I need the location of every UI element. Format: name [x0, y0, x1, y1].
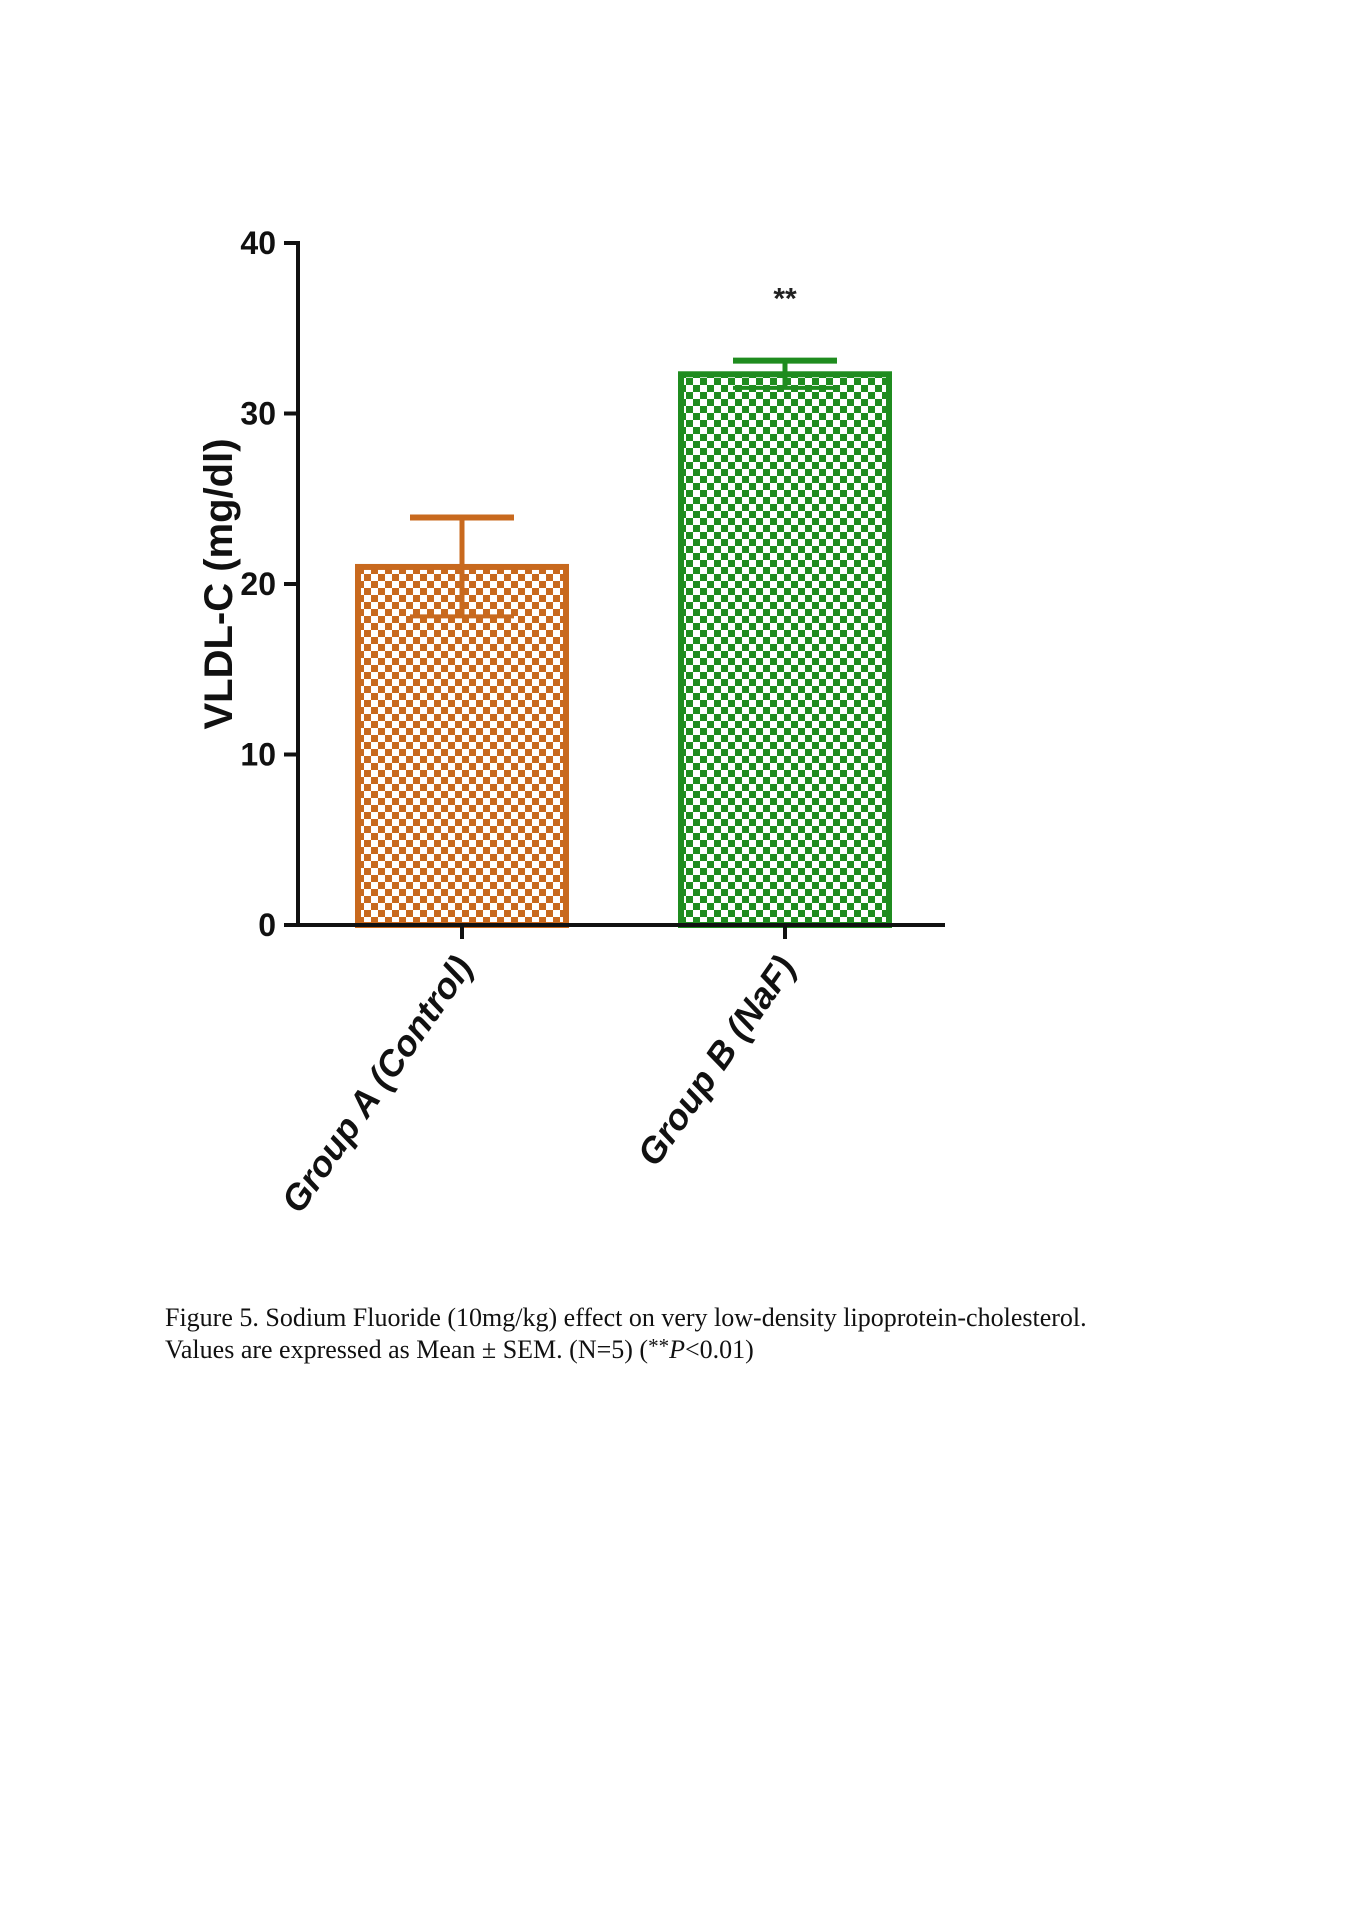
x-category-labels: [273, 925, 804, 1220]
x-category-label: Group B (NaF): [628, 948, 804, 1174]
y-ticks: [240, 225, 298, 943]
y-tick-label: 20: [240, 566, 276, 602]
bar: [358, 567, 566, 925]
significance-marker: **: [773, 282, 797, 316]
x-category-label: Group A (Control): [273, 948, 481, 1221]
figure-caption: [165, 1302, 1265, 1366]
caption-significance-marker: **: [648, 1334, 670, 1358]
caption-line-2-suffix: <0.01): [684, 1335, 754, 1364]
caption-line-2: [165, 1334, 1265, 1366]
caption-p-symbol: P: [669, 1335, 685, 1364]
y-tick-label: 30: [240, 395, 276, 432]
y-tick-label: 10: [240, 736, 276, 773]
bars: [358, 283, 889, 925]
bar: [681, 374, 889, 925]
y-tick-label: 40: [240, 225, 276, 261]
caption-line-1: Figure 5. Sodium Fluoride (10mg/kg) effect on very low-density lipoprotein-cholesterol.: [165, 1303, 1087, 1332]
y-axis-title: VLDL-C (mg/dl): [197, 438, 241, 730]
y-tick-label: 0: [258, 907, 276, 943]
caption-line-2-prefix: Values are expressed as Mean ± SEM. (N=5) (: [165, 1335, 649, 1364]
